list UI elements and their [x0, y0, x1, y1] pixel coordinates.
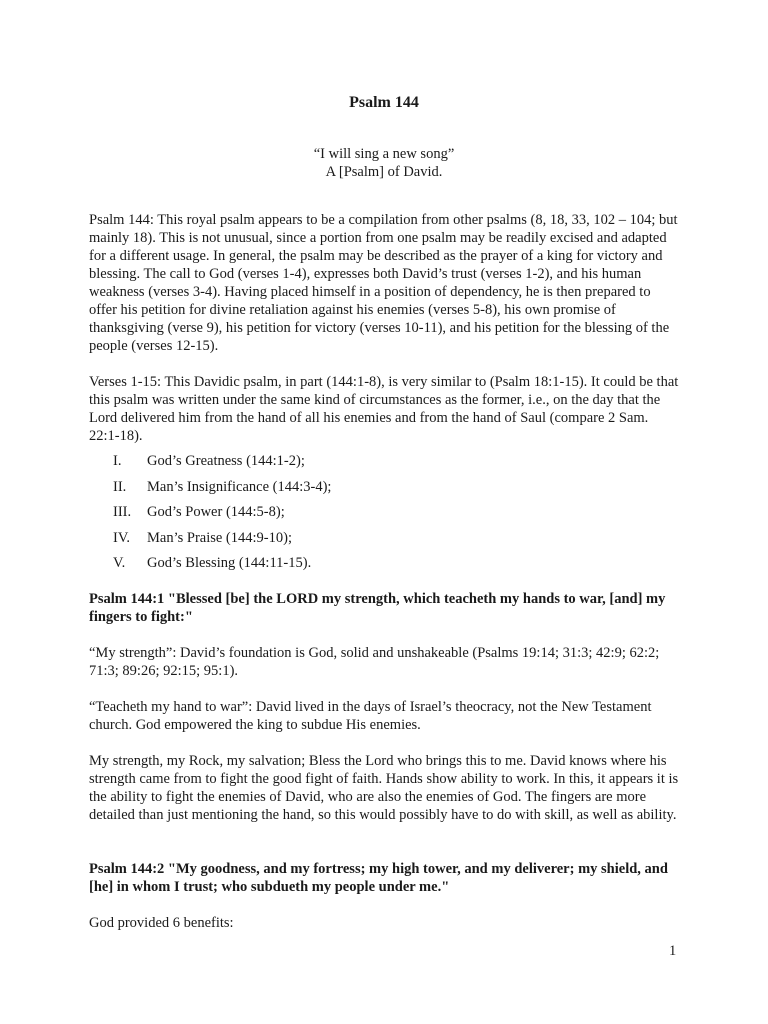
- subtitle: [89, 145, 679, 181]
- page-title: Psalm 144: [349, 94, 419, 111]
- subtitle-line-1: “I will sing a new song”: [313, 146, 455, 162]
- page-number: 1: [669, 943, 677, 959]
- outline-item-text: God’s Power (144:5-8);: [147, 504, 285, 520]
- teacheth-paragraph: “Teacheth my hand to war”: David lived in the days of Israel’s theocracy, not the New Testament church. God empowered the king to subdue His enemies.: [89, 699, 652, 733]
- outline-item-number: II.: [113, 478, 127, 495]
- outline-item-text: God’s Blessing (144:11-15).: [147, 555, 312, 571]
- outline-item: [113, 554, 331, 580]
- outline-item-number: IV.: [113, 529, 131, 546]
- outline-item-number: III.: [113, 504, 132, 520]
- outline-item-text: God’s Greatness (144:1-2);: [147, 453, 305, 469]
- outline-item-number: V.: [113, 555, 126, 571]
- outline-item: [113, 529, 331, 555]
- verses-paragraph: Verses 1-15: This Davidic psalm, in part (144:1-8), is very similar to (Psalm 18:1-15). It could be that this psalm was written under the same kind of circumstances as the former, i.e., on the day that the Lord delivered him from the hand of all his enemies and from the hand of Saul (compare 2 Sam. 22:1-18).: [89, 374, 679, 444]
- outline-item-text: Man’s Praise (144:9-10);: [147, 529, 292, 546]
- outline-list: [113, 452, 331, 580]
- my-strength-paragraph: “My strength”: David’s foundation is God, solid and unshakeable (Psalms 19:14; 31:3; 42:9; 62:2; 71:3; 89:26; 92:15; 95:1).: [89, 645, 660, 679]
- verse-2-heading: Psalm 144:2 "My goodness, and my fortress; my high tower, and my deliverer; my shield, and [he] in whom I trust; who subdueth my people under me.": [89, 861, 668, 895]
- outline-item: [113, 478, 331, 504]
- outline-item: [113, 452, 331, 478]
- document-page: [89, 0, 679, 1024]
- subtitle-line-2: A [Psalm] of David.: [325, 164, 443, 180]
- outline-item: [113, 503, 331, 529]
- intro-paragraph: Psalm 144: This royal psalm appears to be a compilation from other psalms (8, 18, 33, 102 – 104; but mainly 18). This is not unusual, since a portion from one psalm may be readily excised and adapted for a different usage. In general, the psalm may be described as the prayer of a king for victory and blessing. The call to God (verses 1-4), expresses both David’s trust (verses 1-2), and his human weakness (verses 3-4). Having placed himself in a position of dependency, he is then prepared to offer his petition for divine retaliation against his enemies (verses 5-8), his own promise of thanksgiving (verse 9), his petition for victory (verses 10-11), and his petition for the blessing of the people (verses 12-15).: [89, 212, 678, 354]
- outline-item-text: Man’s Insignificance (144:3-4);: [147, 478, 332, 495]
- outline-item-number: I.: [113, 453, 122, 469]
- verse-1-heading: Psalm 144:1 "Blessed [be] the LORD my strength, which teacheth my hands to war, [and] my fingers to fight:": [89, 591, 666, 625]
- rock-paragraph: My strength, my Rock, my salvation; Bless the Lord who brings this to me. David knows where his strength came from to fight the good fight of faith. Hands show ability to work. In this, it appears it is the ability to fight the enemies of David, who are also the enemies of God. The fingers are more detailed than just mentioning the hand, so this would possibly have to do with skill, as well as ability.: [89, 753, 679, 823]
- benefits-line: God provided 6 benefits:: [89, 915, 234, 931]
